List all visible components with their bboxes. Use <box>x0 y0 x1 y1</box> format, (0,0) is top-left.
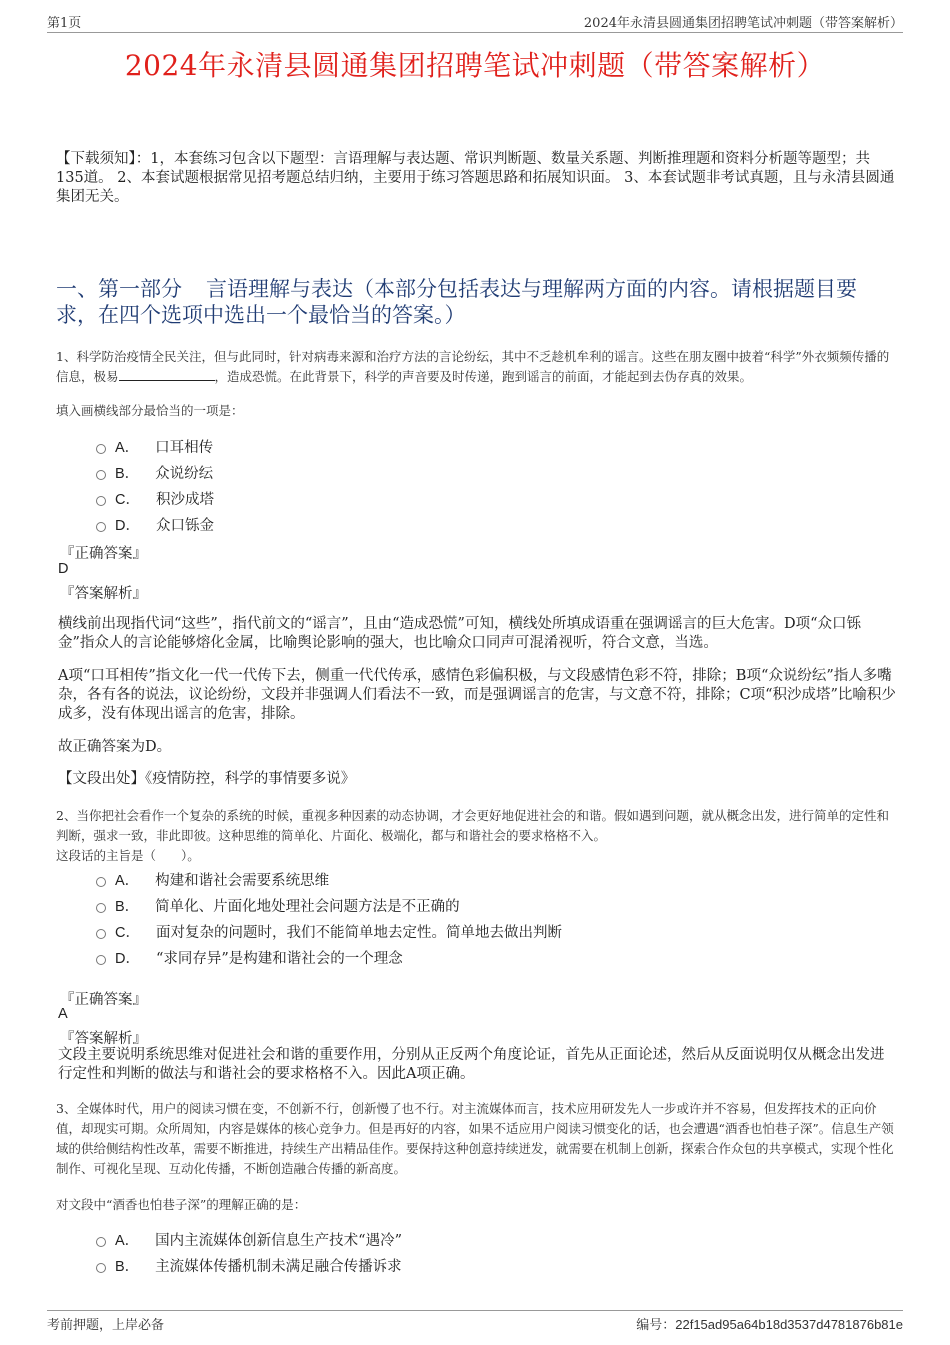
question-3-option-a[interactable]: A． 国内主流媒体创新信息生产技术“遇冷” <box>96 1229 402 1250</box>
document-code: 编号：22f15ad95a64b18d3537d4781876b81e <box>636 1317 903 1333</box>
download-notice: 【下载须知】：1，本套练习包含以下题型：言语理解与表达题、常识判断题、数量关系题、判断推理题和资料分析题等题型；共135道。 2、本套试题根据常见招考题总结归纳，主要用于练习答题思路和拓展知识面。 3、本套试题非考试真题，且与永清县圆通集团无关。 <box>56 151 895 205</box>
footer-slogan: 考前押题，上岸必备 <box>47 1318 165 1333</box>
section-description: 言语理解与表达（本部分包括表达与理解两方面的内容。请根据题目要求，在四个选项中选出一个最恰当的答案。） <box>56 277 857 327</box>
question-1-analysis-1: 横线前出现指代词“这些”，指代前文的“谣言”，且由“造成恐慌”可知，横线处所填成语重在强调谣言的巨大危害。D项“众口铄金”指众人的言论能够熔化金属，比喻舆论影响的强大，也比喻众口同声可混淆视听，符合文意，当选。 <box>58 616 862 651</box>
question-1-conclusion: 故正确答案为D。 <box>58 739 172 755</box>
question-1-prompt: 填入画横线部分最恰当的一项是： <box>56 403 244 418</box>
question-1-answer-label: 『正确答案』 <box>60 546 147 562</box>
radio-icon[interactable] <box>96 955 106 965</box>
page-number: 第1页 <box>47 16 82 31</box>
question-2-option-c[interactable]: C． 面对复杂的问题时，我们不能简单地去定性。简单地去做出判断 <box>96 921 562 942</box>
question-2-prompt: 这段话的主旨是（ ）。 <box>56 848 200 863</box>
section-heading <box>56 276 896 328</box>
radio-icon[interactable] <box>96 1237 106 1247</box>
question-2-option-a[interactable]: A． 构建和谐社会需要系统思维 <box>96 869 329 890</box>
question-1-option-d[interactable]: D． 众口铄金 <box>96 514 214 535</box>
question-1-stem: 1、科学防治疫情全民关注，但与此同时，针对病毒来源和治疗方法的言论纷纭，其中不乏趁机牟利的谣言。这些在朋友圈中披着“科学”外衣频频传播的信息，极易 ，造成恐慌。在此背景下，科学的声音要及时传递，跑到谣言的前面，才能起到去伪存真的效果。 <box>56 349 890 384</box>
fill-blank <box>119 368 215 381</box>
radio-icon[interactable] <box>96 470 106 480</box>
section-number: 一、第一部分 <box>56 277 182 301</box>
question-2-option-d[interactable]: D． “求同存异”是构建和谐社会的一个理念 <box>96 947 403 968</box>
radio-icon[interactable] <box>96 496 106 506</box>
running-header-title: 2024年永清县圆通集团招聘笔试冲刺题（带答案解析） <box>583 16 903 31</box>
question-1-option-a[interactable]: A． 口耳相传 <box>96 436 213 457</box>
radio-icon[interactable] <box>96 903 106 913</box>
question-1-source: 【文段出处】《疫情防控，科学的事情要多说》 <box>58 771 356 787</box>
radio-icon[interactable] <box>96 929 106 939</box>
radio-icon[interactable] <box>96 522 106 532</box>
radio-icon[interactable] <box>96 444 106 454</box>
radio-icon[interactable] <box>96 877 106 887</box>
question-3-stem: 3、全媒体时代，用户的阅读习惯在变，不创新不行，创新慢了也不行。对主流媒体而言，技术应用研发先人一步或许并不容易，但发挥技术的正向价值，却现实可期。众所周知，内容是媒体的核心竞争力。但是再好的内容，如果不适应用户阅读习惯变化的话，也会遭遇“酒香也怕巷子深”。信息生产领域的供给侧结构性改革，需要不断推进，持续生产出精品佳作。要保持这种创意持续迸发，就需要在机制上创新，探索合作众包的共享模式，实现个性化制作、可视化呈现、互动化传播，不断创造融合传播的新高度。 <box>56 1101 894 1176</box>
footer-divider <box>47 1310 903 1311</box>
page-title: 2024年永清县圆通集团招聘笔试冲刺题（带答案解析） <box>124 49 826 82</box>
question-1-answer: D <box>58 561 69 577</box>
question-1-analysis-label: 『答案解析』 <box>60 586 147 602</box>
question-2-answer: A <box>58 1006 68 1022</box>
header-divider <box>47 32 903 33</box>
question-1-option-c[interactable]: C． 积沙成塔 <box>96 488 214 509</box>
question-2-analysis-label: 『答案解析』 <box>60 1031 147 1047</box>
radio-icon[interactable] <box>96 1263 106 1273</box>
question-2-option-b[interactable]: B． 简单化、片面化地处理社会问题方法是不正确的 <box>96 895 460 916</box>
question-1-analysis-2: A项“口耳相传”指文化一代一代传下去，侧重一代代传承，感情色彩偏积极，与文段感情色彩不符，排除；B项“众说纷纭”指人多嘴杂，各有各的说法，议论纷纷，文段并非强调人们看法不一致，而是强调谣言的危害，与文意不符，排除；C项“积沙成塔”比喻积少成多，没有体现出谣言的危害，排除。 <box>58 668 896 722</box>
question-2-stem: 2、当你把社会看作一个复杂的系统的时候，重视多种因素的动态协调，才会更好地促进社会的和谐。假如遇到问题，就从概念出发，进行简单的定性和判断，强求一致，非此即彼。这种思维的简单化、片面化、极端化，都与和谐社会的要求格格不入。 <box>56 808 889 843</box>
question-3-option-b[interactable]: B． 主流媒体传播机制未满足融合传播诉求 <box>96 1255 402 1276</box>
question-3-prompt: 对文段中“酒香也怕巷子深”的理解正确的是： <box>56 1197 307 1212</box>
question-1-option-b[interactable]: B． 众说纷纭 <box>96 462 213 483</box>
question-2-analysis: 文段主要说明系统思维对促进社会和谐的重要作用，分别从正反两个角度论证，首先从正面论述，然后从反面说明仅从概念出发进行定性和判断的做法与和谐社会的要求格格不入。因此A项正确。 <box>58 1047 885 1082</box>
question-2-answer-label: 『正确答案』 <box>60 992 147 1008</box>
